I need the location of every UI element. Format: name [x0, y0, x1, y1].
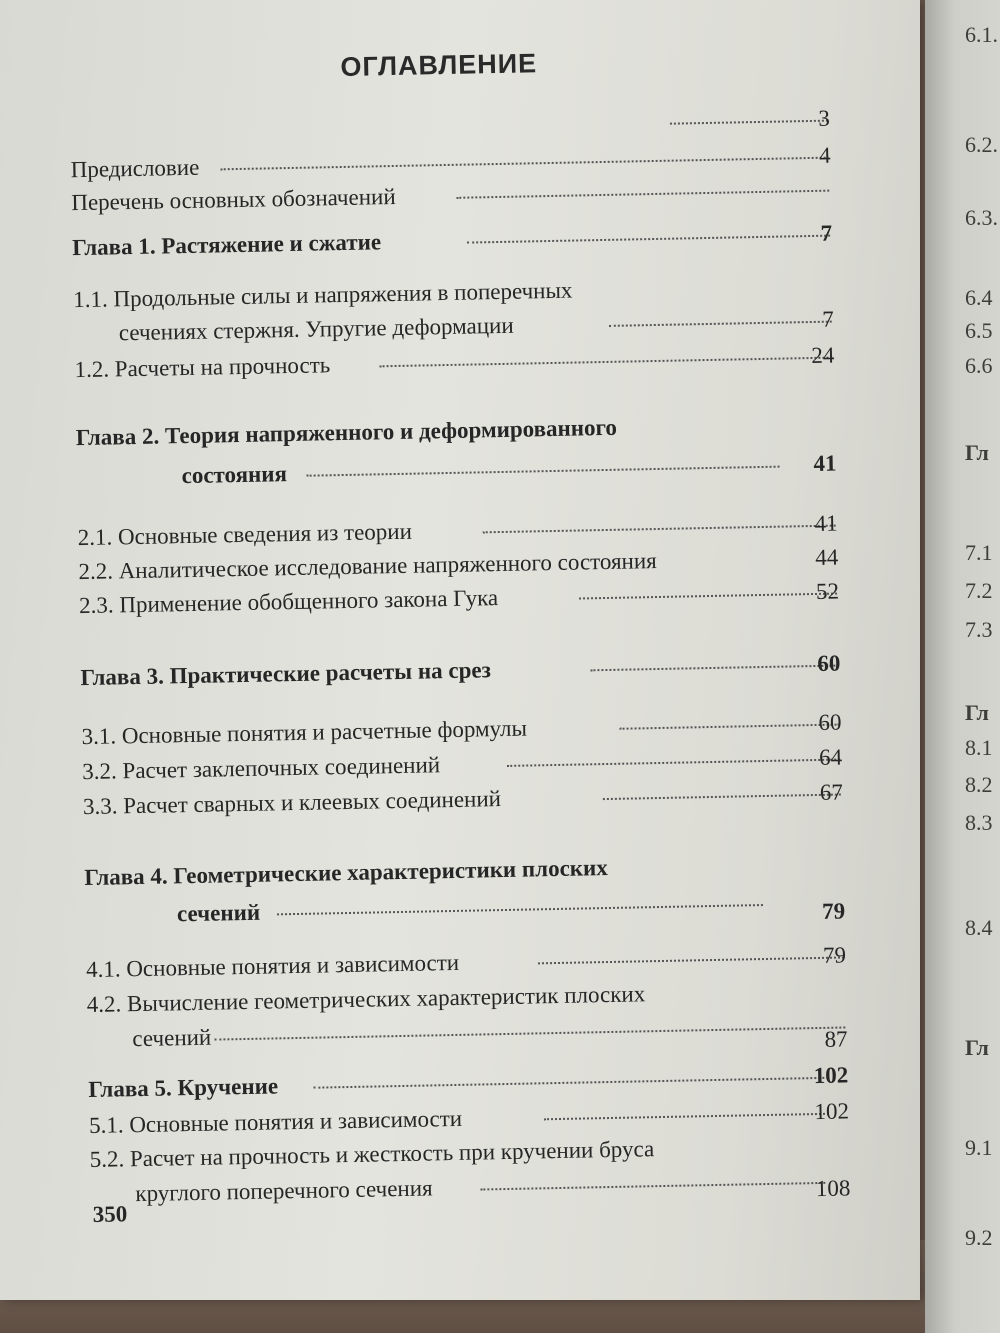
- dot-leader: [544, 1113, 829, 1120]
- dot-leader: [313, 1077, 828, 1089]
- right-page-fragment: 9.2: [965, 1225, 993, 1250]
- toc-entry-text: 1.1. Продольные силы и напряжения в поперечных: [72, 277, 573, 313]
- toc-entry-text: 4.2. Вычисление геометрических характеристик плоских: [86, 981, 646, 1018]
- dot-leader: [277, 904, 763, 915]
- toc-entry-text: сечений: [176, 899, 261, 927]
- right-page-fragment: 7.3: [965, 617, 993, 642]
- right-page-fragment: 7.1: [965, 540, 993, 565]
- toc-chapter-entry[interactable]: [181, 451, 837, 498]
- toc-entry-page: 79: [822, 942, 847, 968]
- toc-entry-page: 108: [815, 1175, 851, 1202]
- toc-entry-text: 1.2. Расчеты на прочность: [74, 352, 331, 383]
- toc-entry-page: 24: [811, 342, 835, 369]
- right-page-fragment: 8.4: [965, 915, 993, 940]
- toc-entry-page: 64: [818, 744, 843, 770]
- toc-entry-text: сечений: [132, 1024, 212, 1052]
- toc-entry-text: 3.2. Расчет заклепочных соединений: [82, 752, 441, 785]
- right-page-fragment: Гл: [965, 1035, 989, 1060]
- toc-entry-page: 102: [814, 1098, 850, 1125]
- right-page-fragment: 9.1: [965, 1135, 993, 1160]
- dot-leader: [307, 466, 780, 477]
- toc-entry-page: 67: [819, 779, 844, 805]
- toc-entry-text: Предисловие: [70, 154, 200, 183]
- dot-leader: [380, 357, 833, 368]
- page-number: 350: [92, 1201, 128, 1227]
- toc-entry-text: 5.1. Основные понятия и зависимости: [88, 1105, 463, 1139]
- toc-entry-text: Глава 2. Теория напряженного и деформированного: [75, 414, 618, 451]
- toc-entry-page: 4: [818, 142, 831, 168]
- dot-leader: [221, 157, 829, 171]
- right-page-fragment: Гл: [965, 440, 989, 465]
- toc-entry-text: круглого поперечного сечения: [135, 1175, 433, 1207]
- toc-entry-page: 7: [820, 220, 833, 246]
- toc-entry-page: 87: [824, 1026, 848, 1052]
- book-page-right: [925, 0, 1000, 1333]
- toc-entry-page: 79: [821, 898, 846, 924]
- toc-chapter-entry[interactable]: [80, 651, 841, 700]
- right-page-fragment: 8.3: [965, 810, 993, 835]
- toc-entry-text: 4.1. Основные понятия и зависимости: [85, 949, 460, 983]
- toc-entry-text: сечениях стержня. Упругие деформации: [118, 312, 514, 346]
- toc-entry-page: 41: [813, 450, 837, 476]
- right-page-fragment: 8.2: [965, 772, 993, 797]
- toc-entry-page: 41: [814, 510, 838, 536]
- right-page-fragment: 6.5: [965, 318, 993, 343]
- toc-entry-text: состояния: [181, 461, 288, 489]
- right-page-fragment: 7.2: [965, 578, 993, 603]
- toc-entry-page: 7: [821, 306, 834, 332]
- toc-entry-text: 2.1. Основные сведения из теории: [77, 518, 413, 551]
- right-page-fragment: 6.6: [965, 353, 993, 378]
- toc-entry-page: 3: [818, 105, 831, 131]
- toc-entry-page: 52: [815, 578, 840, 604]
- toc-entry-page: 60: [817, 650, 841, 676]
- toc-entry-text: Перечень основных обозначений: [71, 183, 396, 216]
- dot-leader: [480, 1182, 825, 1191]
- toc-entry-page: 102: [813, 1062, 849, 1089]
- toc-entry-text: Глава 1. Растяжение и сжатие: [71, 229, 382, 261]
- right-page-fragment: 8.1: [965, 735, 993, 760]
- toc-entry-text: Глава 5. Кручение: [88, 1073, 279, 1103]
- dot-leader: [456, 190, 829, 199]
- toc-entry-text: 5.2. Расчет на прочность и жесткость при кручении бруса: [89, 1136, 655, 1173]
- right-page-fragment: 6.2.: [965, 132, 998, 157]
- right-page-fragment: Гл: [965, 700, 989, 725]
- toc-title: ОГЛАВЛЕНИЕ: [340, 48, 538, 82]
- toc-entry-text: 2.2. Аналитическое исследование напряженного состояния: [78, 548, 657, 585]
- toc-entry-text: Глава 3. Практические расчеты на срез: [80, 657, 492, 691]
- toc-entry-text: 2.3. Применение обобщенного закона Гука: [78, 585, 499, 619]
- dot-leader: [214, 1026, 845, 1040]
- toc-entry-text: Глава 4. Геометрические характеристики плоских: [84, 855, 609, 891]
- toc-chapter-entry[interactable]: [177, 888, 846, 935]
- right-page-fragment: 6.4: [965, 285, 993, 310]
- toc-entry-page: 44: [815, 544, 839, 570]
- right-page-fragment: 6.1.: [965, 22, 998, 47]
- toc-entry-page: 60: [818, 709, 842, 735]
- toc-entry-text: 3.3. Расчет сварных и клеевых соединений: [82, 786, 502, 820]
- toc-chapter-entry[interactable]: [72, 221, 833, 270]
- toc-entry-text: 3.1. Основные понятия и расчетные формулы: [81, 715, 528, 750]
- right-page-fragment: 6.3.: [965, 205, 998, 230]
